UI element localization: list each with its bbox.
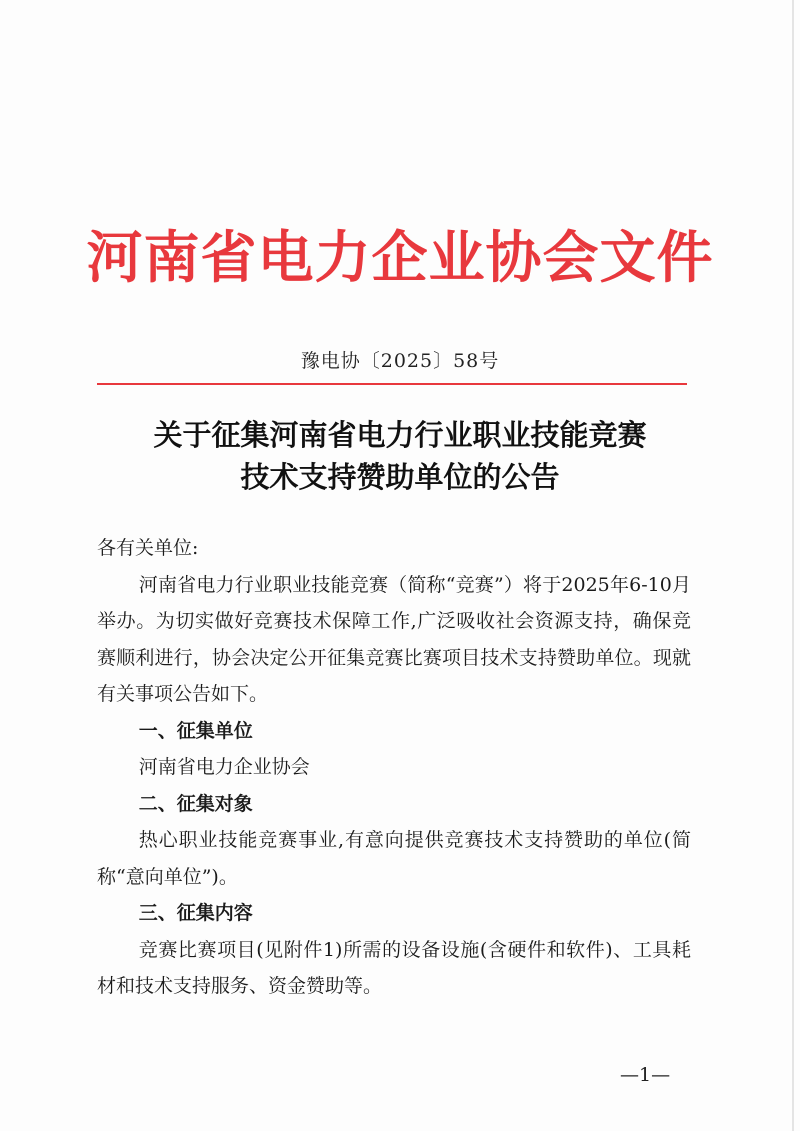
- section-text-2: 热心职业技能竞赛事业,有意向提供竞赛技术支持赞助的单位(简称“意向单位”)。: [97, 829, 691, 888]
- scan-edge-line: [792, 0, 794, 1131]
- section-heading-2: 二、征集对象: [138, 792, 253, 815]
- header-divider: [97, 383, 687, 385]
- salutation: 各有关单位:: [97, 537, 199, 559]
- section-heading-1: 一、征集单位: [138, 719, 253, 742]
- section-heading-3: 三、征集内容: [138, 902, 253, 924]
- notice-title-line-1: 关于征集河南省电力行业职业技能竞赛: [153, 418, 647, 452]
- document-header-title: 河南省电力企业协会文件: [86, 225, 714, 291]
- intro-paragraph: 河南省电力行业职业技能竞赛（简称“竞赛”）将于2025年6-10月举办。为切实做好竞赛技术保障工作,广泛吸收社会资源支持，确保竞赛顺利进行，协会决定公开征集竞赛比赛项目技术支持赞助单位。现就有关事项公告如下。: [97, 573, 691, 705]
- page-number: —1—: [620, 1064, 671, 1086]
- notice-title-line-2: 技术支持赞助单位的公告: [240, 460, 560, 494]
- document-number: 豫电协〔2025〕58号: [300, 350, 500, 372]
- section-text-1: 河南省电力企业协会: [138, 756, 310, 778]
- document-body: [97, 530, 691, 1005]
- section-text-3: 竞赛比赛项目(见附件1)所需的设备设施(含硬件和软件)、工具耗材和技术支持服务、资金赞助等。: [97, 938, 691, 997]
- notice-title: [0, 414, 800, 498]
